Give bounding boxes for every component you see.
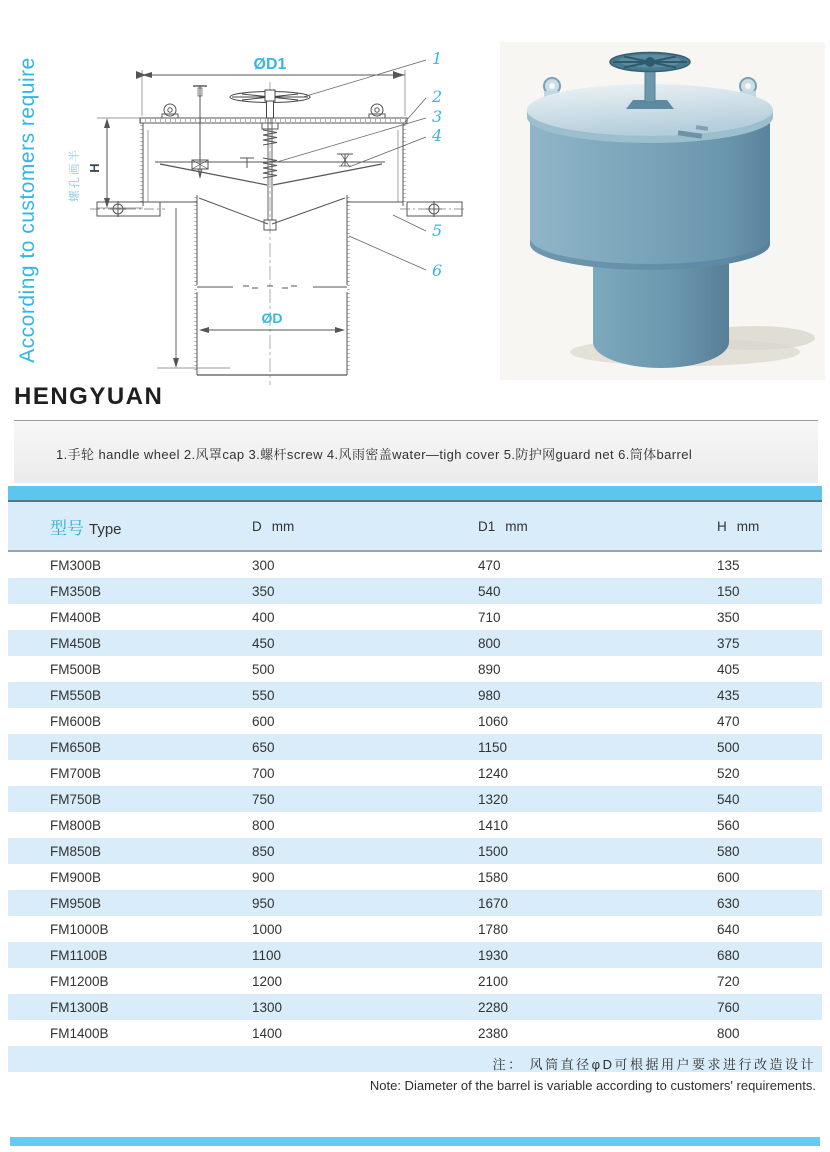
table-cell: FM550B: [50, 687, 102, 703]
table-cell: 980: [478, 687, 501, 703]
table-cell: 540: [478, 583, 501, 599]
table-cell: 1150: [478, 739, 508, 755]
spec-table-body: [8, 551, 822, 1072]
table-cell: FM1400B: [50, 1025, 109, 1041]
table-cell: 1200: [252, 973, 283, 989]
table-cell: 500: [717, 739, 740, 755]
table-cell: 435: [717, 687, 740, 703]
table-cell: [8, 1046, 240, 1072]
table-cell: FM300B: [50, 557, 102, 573]
table-cell: FM750B: [50, 791, 102, 807]
table-cell: FM400B: [50, 609, 102, 625]
table-cell: 300: [252, 557, 275, 573]
table-cell: 720: [717, 973, 740, 989]
dim-d-label: ØD: [261, 310, 283, 326]
table-cell: 1580: [478, 869, 509, 885]
table-row: [8, 604, 822, 630]
table-cell: 1240: [478, 765, 509, 781]
table-row: [8, 708, 822, 734]
table-row: [8, 578, 822, 604]
table-cell: 470: [478, 557, 501, 573]
table-row: [8, 942, 822, 968]
callout-5: 5: [432, 221, 443, 240]
table-row: [8, 968, 822, 994]
table-cell: 580: [717, 843, 740, 859]
callout-1: 1: [432, 49, 443, 68]
table-cell: 800: [252, 817, 275, 833]
product-photo: [500, 42, 825, 380]
table-cell: 630: [717, 895, 740, 911]
footnote-en: Note: Diameter of the barrel is variable according to customers' requirements.: [369, 1077, 816, 1093]
header-d: D mm: [240, 502, 468, 551]
table-row: [8, 890, 822, 916]
table-cell: 680: [717, 947, 740, 963]
table-row: [8, 1020, 822, 1046]
table-cell: 405: [717, 661, 740, 677]
spec-table-header-row: [8, 502, 822, 551]
table-row: [8, 838, 822, 864]
brand-title: HENGYUAN: [14, 383, 164, 410]
table-cell: 560: [717, 817, 740, 833]
table-cell: 1670: [478, 895, 509, 911]
table-cell: 700: [252, 765, 275, 781]
table-cell: 800: [478, 635, 501, 651]
dim-d1-label: ØD1: [253, 56, 287, 73]
table-cell: 400: [252, 609, 275, 625]
table-row: [8, 760, 822, 786]
table-row: [8, 916, 822, 942]
table-row: [8, 630, 822, 656]
table-cell: 950: [252, 895, 275, 911]
parts-legend-box: [14, 420, 818, 483]
parts-legend: 1.手轮 handle wheel 2.风罩cap 3.螺杆screw 4.风雨密盖water—tigh cover 5.防护网guard net 6.筒体barrel: [56, 447, 693, 462]
table-cell: FM500B: [50, 661, 102, 677]
table-cell: 1410: [478, 817, 509, 833]
table-cell: FM950B: [50, 895, 102, 911]
table-cell: FM350B: [50, 583, 102, 599]
table-cell: 375: [717, 635, 740, 651]
table-cell: 2280: [478, 999, 509, 1015]
table-cell: 890: [478, 661, 501, 677]
table-row: [8, 994, 822, 1020]
table-row: [8, 734, 822, 760]
table-cell: 850: [252, 843, 275, 859]
table-cell: 1780: [478, 921, 509, 937]
table-cell: 540: [717, 791, 740, 807]
table-cell: FM450B: [50, 635, 102, 651]
table-cell: 640: [717, 921, 740, 937]
table-cell: 800: [717, 1025, 740, 1041]
table-cell: 1000: [252, 921, 283, 937]
table-row: [8, 864, 822, 890]
table-accent-bar: [8, 486, 822, 502]
table-cell: 550: [252, 687, 275, 703]
table-cell: 2100: [478, 973, 509, 989]
table-cell: 1320: [478, 791, 509, 807]
header-d1: D1 mm: [468, 502, 706, 551]
technical-drawing: [85, 40, 505, 390]
table-cell: 600: [252, 713, 275, 729]
header-type-en: Type: [89, 520, 122, 538]
table-row: [8, 682, 822, 708]
table-cell: 1930: [478, 947, 509, 963]
table-row: [8, 551, 822, 578]
table-cell: FM600B: [50, 713, 102, 729]
table-cell: FM1300B: [50, 999, 109, 1015]
table-cell: 135: [717, 557, 740, 573]
table-cell: 450: [252, 635, 275, 651]
table-row: [8, 786, 822, 812]
table-cell: FM700B: [50, 765, 102, 781]
table-cell: FM900B: [50, 869, 102, 885]
callout-2: 2: [432, 87, 443, 106]
table-cell: 900: [252, 869, 275, 885]
table-cell: 760: [717, 999, 740, 1015]
callout-6: 6: [432, 261, 443, 280]
table-cell: 520: [717, 765, 740, 781]
table-row: [8, 812, 822, 838]
callout-3: 3: [432, 107, 443, 126]
table-cell: 2380: [478, 1025, 509, 1041]
header-h: H mm: [706, 502, 822, 551]
table-cell: FM850B: [50, 843, 102, 859]
table-cell: 1060: [478, 713, 509, 729]
table-cell: FM1000B: [50, 921, 109, 937]
header-type: [8, 502, 240, 551]
table-cell: 1100: [252, 947, 282, 963]
table-cell: FM1100B: [50, 947, 108, 963]
spec-table: [8, 502, 822, 1072]
bottom-accent-bar: [10, 1137, 820, 1146]
table-cell: 1500: [478, 843, 509, 859]
header-type-cn: 型号: [50, 518, 84, 538]
table-cell: 1400: [252, 1025, 283, 1041]
table-cell: FM650B: [50, 739, 102, 755]
callout-4: 4: [432, 126, 443, 145]
table-cell: 750: [252, 791, 275, 807]
vertical-drawing-note: 螺孔画半: [69, 148, 81, 202]
table-cell: 350: [252, 583, 275, 599]
table-cell: FM1200B: [50, 973, 109, 989]
vertical-slogan: According to customers require: [16, 57, 39, 363]
footnote-cn: 注： 风筒直径φD可根据用户要求进行改造设计: [492, 1057, 816, 1072]
table-cell: 1300: [252, 999, 283, 1015]
table-cell: FM800B: [50, 817, 102, 833]
table-cell: 350: [717, 609, 740, 625]
footnotes: [370, 1055, 816, 1097]
table-cell: 470: [717, 713, 740, 729]
table-cell: 600: [717, 869, 740, 885]
table-row: [8, 656, 822, 682]
table-cell: 500: [252, 661, 275, 677]
table-cell: 150: [717, 583, 740, 599]
table-cell: 650: [252, 739, 275, 755]
dim-h-label: H: [87, 163, 102, 173]
table-cell: 710: [478, 609, 501, 625]
